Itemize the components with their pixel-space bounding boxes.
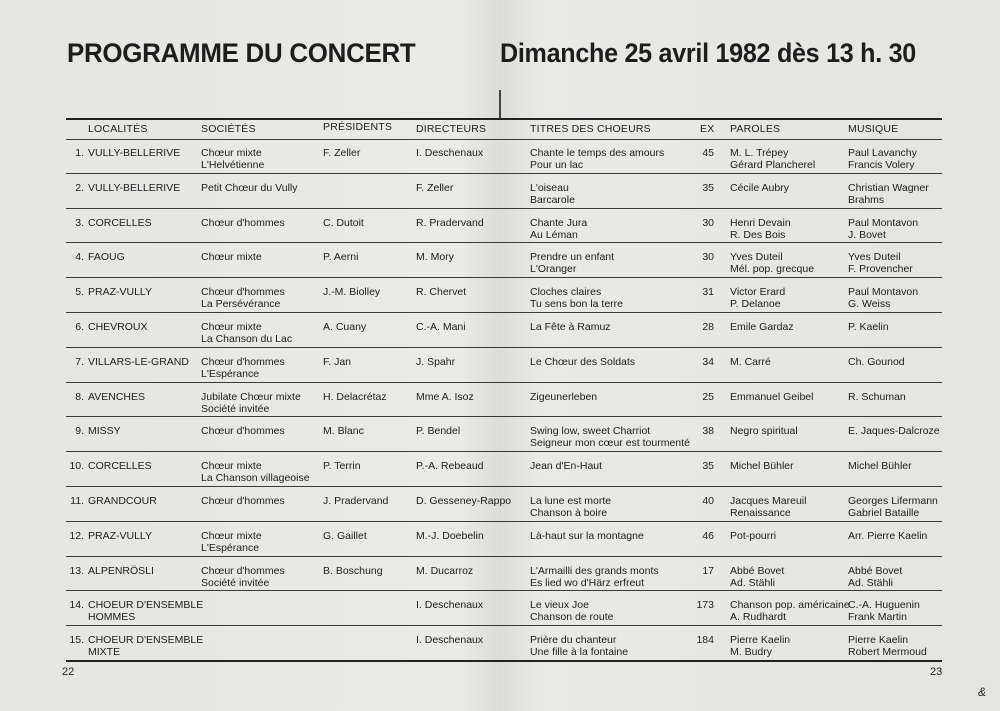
row-paroles: Emile Gardaz [730,321,794,333]
row-musique: Ch. Gounod [848,355,905,368]
table-row [0,530,1000,564]
row-number: 13. [69,564,84,577]
row-societe: Chœur d'hommes Société invitée [201,564,285,589]
row-paroles: M. Carré [730,355,771,368]
row-musique: Arr. Pierre Kaelin [848,529,928,542]
page-number-left: 22 [62,666,75,678]
row-titres: La lune est morte Chanson à boire [530,495,612,519]
row-number: 12. [69,529,84,542]
table-row [0,182,1000,216]
row-societe: Chœur d'hommes [201,216,285,229]
row-titres: Le vieux Joe Chanson de route [530,599,614,624]
row-musique: P. Kaelin [848,321,889,333]
row-directeur: I. Deschenaux [416,147,484,159]
row-ex: 35 [702,181,714,194]
row-titres: Chante le temps des amours Pour un lac [530,147,665,171]
row-ex: 17 [702,564,714,577]
table-row [0,425,1000,459]
row-directeur: P.-A. Rebeaud [416,460,484,473]
row-ex: 28 [702,321,714,333]
row-number: 3. [75,216,84,229]
row-paroles: Chanson pop. américaine A. Rudhardt [730,599,850,624]
row-ex: 38 [702,425,714,438]
corner-mark: & [977,685,986,699]
row-titres: Le Chœur des Soldats [530,355,636,368]
row-paroles: Jacques Mareuil Renaissance [730,495,807,519]
row-localite: MISSY [88,425,121,438]
table-row [0,321,1000,355]
table-row [0,634,1000,668]
table-row [0,495,1000,529]
row-rule [66,347,942,348]
row-musique: Michel Bühler [848,460,912,473]
table-row [0,460,1000,494]
row-societe: Chœur mixte L'Helvétienne [201,147,265,171]
row-directeur: I. Deschenaux [416,599,484,612]
row-societe: Chœur d'hommes [201,425,285,438]
row-number: 4. [75,251,84,264]
row-directeur: R. Chervet [416,286,467,299]
row-paroles: Negro spiritual [730,425,798,438]
row-number: 5. [75,286,84,299]
row-rule [66,660,942,662]
row-localite: CHOEUR D'ENSEMBLE HOMMES [88,599,204,624]
row-societe: Chœur mixte La Chanson du Lac [201,321,293,345]
row-rule [66,416,942,417]
row-localite: CORCELLES [88,216,152,229]
row-paroles: Cécile Aubry [730,181,789,194]
row-president: M. Blanc [323,425,364,438]
row-number: 10. [69,460,84,473]
row-rule [66,382,942,383]
row-president: B. Boschung [323,564,383,577]
table-row [0,599,1000,633]
row-number: 2. [75,181,84,194]
row-societe: Chœur d'hommes La Persévérance [201,286,285,311]
row-musique: R. Schuman [848,390,906,403]
col-localites: LOCALITÉS [88,123,148,135]
row-musique: Pierre Kaelin Robert Mermoud [848,634,927,659]
row-president: G. Gaillet [323,529,367,542]
row-president: J.-M. Biolley [323,286,381,299]
row-titres: Là-haut sur la montagne [530,529,644,542]
row-societe: Chœur mixte L'Espérance [201,529,262,554]
row-ex: 45 [702,147,714,159]
row-paroles: Abbé Bovet Ad. Stähli [730,564,785,589]
row-localite: VULLY-BELLERIVE [88,181,181,194]
row-localite: VULLY-BELLERIVE [88,147,181,159]
concert-date: Dimanche 25 avril 1982 dès 13 h. 30 [500,38,916,68]
row-rule [66,590,942,591]
table-row [0,147,1000,181]
row-ex: 30 [702,251,714,264]
table-row [0,251,1000,285]
row-localite: ALPENRÖSLI [88,564,154,577]
table-top-rule [66,118,942,120]
table-row [0,217,1000,251]
row-societe: Chœur mixte La Chanson villageoise [201,460,310,485]
row-societe: Petit Chœur du Vully [201,181,298,194]
row-rule [66,625,942,626]
row-directeur: F. Zeller [416,181,454,194]
row-rule [66,242,942,243]
row-societe: Jubilate Chœur mixte Société invitée [201,390,301,415]
row-directeur: Mme A. Isoz [416,390,474,403]
col-titres: TITRES DES CHOEURS [530,123,651,135]
col-presidents: PRÉSIDENTS [323,121,393,133]
row-rule [66,521,942,522]
page-number-right: 23 [930,666,943,678]
table-row [0,391,1000,425]
row-paroles: Pierre Kaelin M. Budry [730,634,791,659]
row-directeur: M. Ducarroz [416,564,474,577]
row-rule [66,451,942,452]
row-musique: Yves Duteil F. Provencher [848,251,913,276]
row-president: J. Pradervand [323,495,389,507]
row-localite: PRAZ-VULLY [88,529,152,542]
row-president: C. Dutoit [323,216,364,229]
row-paroles: Michel Bühler [730,460,794,473]
row-number: 9. [75,425,84,438]
row-directeur: D. Gesseney-Rappo [416,495,512,507]
row-number: 1. [75,147,84,159]
row-musique: Paul Montavon G. Weiss [848,286,919,311]
row-number: 6. [75,321,84,333]
row-rule [66,486,942,487]
row-societe: Chœur mixte [201,251,262,264]
row-titres: Prendre un enfant L'Oranger [530,251,615,276]
row-localite: CHEVROUX [88,321,148,333]
row-titres: L'oiseau Barcarole [530,181,575,206]
page-title: PROGRAMME DU CONCERT [67,38,416,68]
row-president: P. Terrin [323,460,361,473]
row-paroles: Pot-pourri [730,529,777,542]
binding-fold [499,90,501,120]
row-localite: FAOUG [88,251,125,264]
row-localite: PRAZ-VULLY [88,286,152,299]
row-titres: Zigeunerleben [530,390,598,403]
row-ex: 31 [702,286,714,299]
row-directeur: R. Pradervand [416,216,484,229]
row-ex: 40 [702,495,714,507]
row-paroles: Henri Devain R. Des Bois [730,216,791,241]
row-rule [66,556,942,557]
row-titres: Prière du chanteur Une fille à la fontaine [530,634,629,659]
row-musique: C.-A. Huguenin Frank Martin [848,599,920,624]
row-ex: 25 [702,390,714,403]
col-musique: MUSIQUE [848,123,899,135]
col-paroles: PAROLES [730,123,781,135]
row-president: H. Delacrétaz [323,390,387,403]
row-president: F. Jan [323,355,352,368]
row-number: 11. [70,495,84,507]
row-directeur: M. Mory [416,251,454,264]
row-localite: CORCELLES [88,460,152,473]
table-row [0,565,1000,599]
row-musique: Paul Lavanchy Francis Volery [848,147,917,171]
col-societes: SOCIÉTÉS [201,123,256,135]
row-ex: 35 [702,460,714,473]
row-rule [66,277,942,278]
header-rule [66,139,942,140]
row-number: 14. [69,599,84,612]
table-row [0,286,1000,320]
row-ex: 46 [702,529,714,542]
row-titres: La Fête à Ramuz [530,321,611,333]
table-row [0,356,1000,390]
row-localite: GRANDCOUR [88,495,157,507]
row-rule [66,208,942,209]
row-directeur: J. Spahr [416,355,456,368]
row-titres: L'Armailli des grands monts Es lied wo d'Härz erfreut [530,564,659,589]
row-societe: Chœur d'hommes [201,495,285,507]
row-titres: Swing low, sweet Charriot Seigneur mon cœur est tourmenté [530,425,690,450]
row-localite: VILLARS-LE-GRAND [88,355,189,368]
row-paroles: M. L. Trépey Gérard Plancherel [730,147,816,171]
row-localite: AVENCHES [88,390,145,403]
row-titres: Chante Jura Au Léman [530,216,588,241]
row-ex: 173 [696,599,714,612]
row-president: A. Cuany [323,321,367,333]
row-rule [66,173,942,174]
row-number: 7. [75,355,84,368]
row-directeur: P. Bendel [416,425,461,438]
col-directeurs: DIRECTEURS [416,123,487,135]
row-number: 15. [69,634,84,647]
row-localite: CHOEUR D'ENSEMBLE MIXTE [88,634,204,659]
row-titres: Cloches claires Tu sens bon la terre [530,286,623,311]
row-musique: Abbé Bovet Ad. Stähli [848,564,903,589]
row-ex: 34 [702,355,714,368]
col-ex: EX [700,123,715,135]
row-president: F. Zeller [323,147,361,159]
row-ex: 184 [696,634,714,647]
row-paroles: Emmanuel Geibel [730,390,814,403]
row-musique: E. Jaques-Dalcroze [848,425,940,438]
row-rule [66,312,942,313]
row-directeur: M.-J. Doebelin [416,529,484,542]
row-titres: Jean d'En-Haut [530,460,603,473]
row-president: P. Aerni [323,251,359,264]
row-ex: 30 [702,216,714,229]
row-societe: Chœur d'hommes L'Espérance [201,355,285,380]
row-musique: Paul Montavon J. Bovet [848,216,919,241]
row-paroles: Yves Duteil Mél. pop. grecque [730,251,815,276]
row-paroles: Victor Erard P. Delanoe [730,286,786,311]
row-musique: Christian Wagner Brahms [848,181,929,206]
row-directeur: I. Deschenaux [416,634,484,647]
row-number: 8. [75,390,84,403]
row-musique: Georges Lifermann Gabriel Bataille [848,495,938,519]
row-directeur: C.-A. Mani [416,321,466,333]
